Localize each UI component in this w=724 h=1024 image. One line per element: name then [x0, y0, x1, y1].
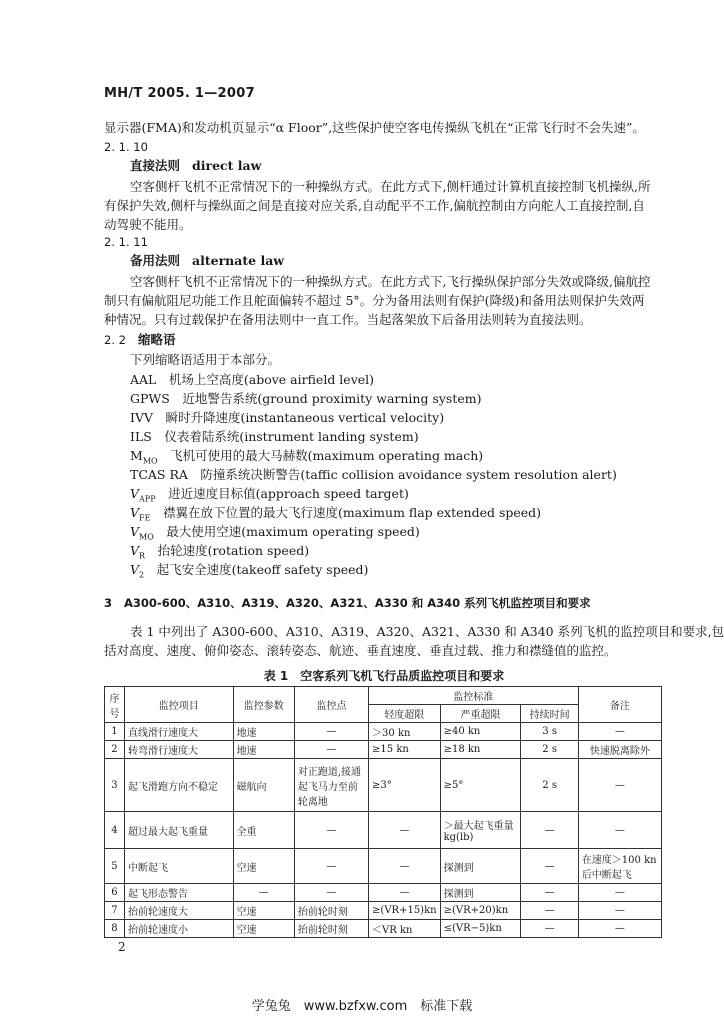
- document-code: MH/T 2005. 1—2007: [104, 86, 255, 101]
- monitoring-table: [104, 686, 662, 938]
- abbr-entry: $V_{MO}$ 最大使用空速(maximum operating speed): [130, 524, 420, 542]
- header-param: 监控参数: [233, 687, 294, 723]
- abbr-entry: $M_{MO}$ 飞机可使用的最大马赫数(maximum operating mach): [130, 448, 484, 466]
- paragraph-line: 制只有偏航阻尼功能工作且舵面偏转不超过 5°。分为备用法则有保护(降级)和备用法则保护失效两: [104, 293, 645, 308]
- section-2-1-11-number: 2. 1. 11: [104, 235, 148, 249]
- paragraph-line: 有保护失效,侧杆与操纵面之间是直接对应关系,自动配平不工作,偏航控制由方向舵人工直接控制,自: [104, 198, 645, 213]
- abbr-entry: $V_{FE}$ 襟翼在放下位置的最大飞行速度(maximum flap extended speed): [130, 505, 542, 523]
- table-caption: 表 1 空客系列飞机飞行品质监控项目和要求: [263, 669, 505, 683]
- paragraph-line: 表 1 中列出了 A300-600、A310、A319、A320、A321、A330 和 A340 系列飞机的监控项目和要求,包: [130, 624, 724, 639]
- table-row: 5 中断起飞 空速 — — 探测到 — 在速度＞100 kn 后中断起飞: [105, 849, 662, 884]
- paragraph-line: 动驾驶不能用。: [104, 217, 192, 232]
- term-cn: 直接法则: [130, 158, 181, 173]
- section-2-1-10-term: [130, 157, 664, 174]
- paragraph-line: 种情况。只有过载保护在备用法则中一直工作。当起落架放下后备用法则转为直接法则。: [104, 312, 592, 327]
- term-cn: 备用法则: [130, 253, 181, 268]
- page-number: 2: [118, 940, 126, 954]
- footer-watermark: 学兔兔 www.bzfxw.com 标准下载: [251, 999, 473, 1014]
- term-en: direct law: [192, 158, 262, 173]
- abbr-entry: AAL 机场上空高度(above airfield level): [130, 372, 375, 387]
- abbr-entry: $V_R$ 抬轮速度(rotation speed): [130, 543, 310, 561]
- section-number: 2. 2: [104, 333, 126, 347]
- abbr-intro: 下列缩略语适用于本部分。: [130, 352, 281, 367]
- header-serious: 严重超限: [440, 705, 521, 723]
- header-light: 轻度超限: [369, 705, 441, 723]
- abbr-entry: GPWS 近地警告系统(ground proximity warning system): [130, 391, 482, 406]
- abbr-entry: $V_2$ 起飞安全速度(takeoff safety speed): [130, 562, 369, 580]
- abbr-entry: IVV 瞬时升降速度(instantaneous vertical velocity): [130, 410, 445, 425]
- paragraph-line: 空客侧杆飞机不正常情况下的一种操纵方式。在此方式下,侧杆通过计算机直接控制飞机操纵,所: [130, 179, 651, 194]
- header-seq: 序号: [105, 687, 125, 723]
- section-2-2-heading: [104, 331, 664, 349]
- section-number: 3: [104, 596, 113, 610]
- header-standard: 监控标准: [369, 687, 579, 705]
- paragraph-line: 括对高度、速度、俯仰姿态、滚转姿态、航迹、垂直速度、垂直过载、推力和襟缝值的监控。: [104, 643, 617, 658]
- section-3-heading: [104, 594, 664, 612]
- section-2-1-10-number: 2. 1. 10: [104, 140, 148, 154]
- paragraph-line: 空客侧杆飞机不正常情况下的一种操纵方式。在此方式下,飞行操纵保护部分失效或降级,偏航控: [130, 274, 651, 289]
- section-title: 缩略语: [137, 332, 176, 347]
- header-point: 监控点: [294, 687, 368, 723]
- header-note: 备注: [578, 687, 661, 723]
- abbr-entry: ILS 仪表着陆系统(instrument landing system): [130, 429, 419, 444]
- header-duration: 持续时间: [521, 705, 578, 723]
- table-row: 7 抬前轮速度大 空速 抬前轮时刻 ≥(VR+15)kn ≥(VR+20)kn — —: [105, 902, 662, 920]
- header-item: 监控项目: [124, 687, 233, 723]
- abbr-entry: TCAS RA 防撞系统决断警告(taffic collision avoidance system resolution alert): [130, 467, 617, 482]
- table-row: 3 起飞滑跑方向不稳定 磁航向 对正跑道,接通起飞马力至前轮离地 ≥3° ≥5° 2 s —: [105, 759, 662, 812]
- table-row: 6 起飞形态警告 — — — 探测到 — —: [105, 884, 662, 902]
- intro-paragraph: 显示器(FMA)和发动机页显示“α Floor”,这些保护使空客电传操纵飞机在“正常飞行时不会失速”。: [104, 120, 645, 135]
- term-en: alternate law: [192, 253, 285, 268]
- section-title: A300-600、A310、A319、A320、A321、A330 和 A340 系列飞机监控项目和要求: [124, 596, 591, 610]
- table-row: 8 抬前轮速度小 空速 抬前轮时刻 ＜VR kn ≤(VR−5)kn — —: [105, 920, 662, 938]
- table-row: 4 超过最大起飞重量 全重 — — ＞最大起飞重量 kg(lb) — —: [105, 812, 662, 849]
- section-2-1-11-term: [130, 252, 664, 269]
- table-row: 1 直线滑行速度大 地速 — ＞30 kn ≥40 kn 3 s —: [105, 723, 662, 741]
- table-row: 2 转弯滑行速度大 地速 — ≥15 kn ≥18 kn 2 s 快速脱离除外: [105, 741, 662, 759]
- abbr-entry: $V_{APP}$ 进近速度目标值(approach speed target): [130, 486, 409, 504]
